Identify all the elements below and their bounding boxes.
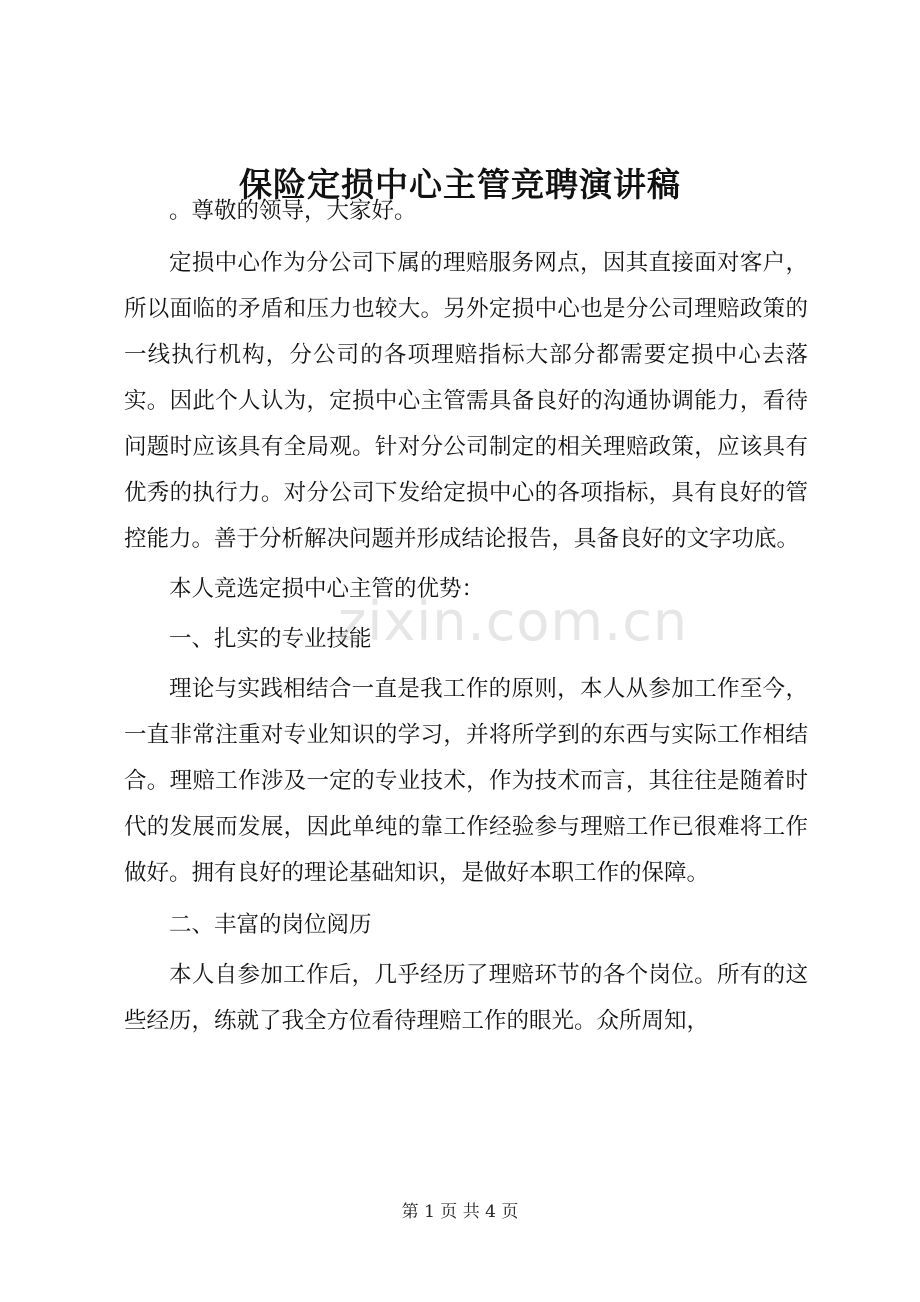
section-heading-1: 一、扎实的专业技能 — [169, 626, 372, 652]
paragraph-greeting: 。尊敬的领导，大家好。 — [169, 198, 417, 224]
document-title: 保险定损中心主管竞聘演讲稿 — [239, 165, 681, 204]
document-body — [124, 188, 808, 1044]
paragraph-advantages-heading: 本人竞选定损中心主管的优势： — [169, 576, 485, 602]
paragraph-intro: 定损中心作为分公司下属的理赔服务网点，因其直接面对客户，所以面临的矛盾和压力也较大。另外定损中心也是分公司理赔政策的一线执行机构，分公司的各项理赔指标大部分都需要定损中心去落实。因此个人认为，定损中心主管需具备良好的沟通协调能力，看待问题时应该具有全局观。针对分公司制定的相关理赔政策，应该具有优秀的执行力。对分公司下发给定损中心的各项指标，具有良好的管控能力。善于分析解决问题并形成结论报告，具备良好的文字功底。 — [124, 250, 808, 552]
page-footer: 第 1 页 共 4 页 — [401, 1202, 519, 1222]
paragraph-section-1: 理论与实践相结合一直是我工作的原则，本人从参加工作至今，一直非常注重对专业知识的学习，并将所学到的东西与实际工作相结合。理赔工作涉及一定的专业技术，作为技术而言，其往往是随着时代的发展而发展，因此单纯的靠工作经验参与理赔工作已很难将工作做好。拥有良好的理论基础知识，是做好本职工作的保障。 — [124, 676, 808, 886]
paragraph-section-2: 本人自参加工作后，几乎经历了理赔环节的各个岗位。所有的这些经历，练就了我全方位看待理赔工作的眼光。众所周知， — [124, 962, 808, 1034]
watermark: zixin.com.cn — [338, 590, 689, 653]
section-heading-2: 二、丰富的岗位阅历 — [169, 912, 372, 938]
